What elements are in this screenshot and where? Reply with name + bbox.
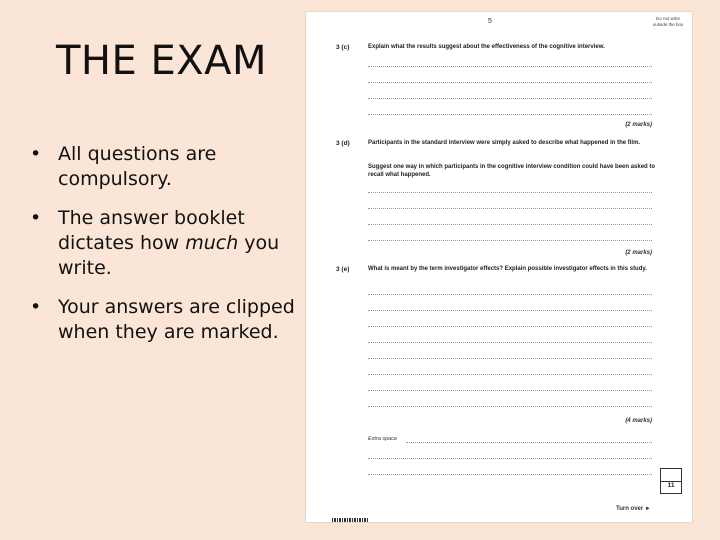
question-number: 3 (c) bbox=[336, 44, 350, 51]
answer-line bbox=[368, 374, 652, 375]
bullet-text-emphasis: much bbox=[185, 232, 239, 254]
answer-line bbox=[368, 82, 652, 83]
answer-line bbox=[368, 310, 652, 311]
score-value: 11 bbox=[667, 482, 675, 489]
answer-line bbox=[368, 208, 652, 209]
marks-label: (2 marks) bbox=[625, 250, 652, 256]
question-number: 3 (d) bbox=[336, 140, 350, 147]
bullet-icon: • bbox=[30, 143, 42, 165]
answer-line bbox=[368, 114, 652, 115]
answer-line bbox=[368, 358, 652, 359]
answer-line bbox=[368, 192, 652, 193]
bullet-text: Your answers are clipped when they are marked. bbox=[58, 296, 295, 343]
answer-line bbox=[368, 240, 652, 241]
extra-space-label: Extra space bbox=[368, 436, 398, 442]
answer-line bbox=[368, 98, 652, 99]
answer-line bbox=[406, 442, 652, 443]
marks-label: (2 marks) bbox=[625, 122, 652, 128]
bullet-item bbox=[30, 206, 300, 281]
question-text: What is meant by the term investigator effects? Explain possible investigator effects in this study. bbox=[368, 266, 647, 272]
bullet-item bbox=[30, 142, 300, 192]
question-text: Suggest one way in which participants in the cognitive interview condition could have been asked to recall what happened. bbox=[368, 164, 656, 178]
bullet-list bbox=[30, 142, 300, 359]
question-number: 3 (e) bbox=[336, 266, 350, 273]
marks-label: (4 marks) bbox=[625, 418, 652, 424]
score-box bbox=[660, 468, 682, 494]
bullet-icon: • bbox=[30, 207, 42, 229]
question-text: Participants in the standard interview were simply asked to describe what happened in the film. bbox=[368, 140, 641, 146]
bullet-icon: • bbox=[30, 296, 42, 318]
bullet-text-post: you write. bbox=[58, 232, 280, 279]
answer-line bbox=[368, 458, 652, 459]
page-number: 5 bbox=[488, 18, 492, 25]
question-text: Explain what the results suggest about the effectiveness of the cognitive interview. bbox=[368, 44, 605, 50]
slide-title: THE EXAM bbox=[56, 38, 268, 84]
bullet-item bbox=[30, 295, 300, 345]
answer-line bbox=[368, 406, 652, 407]
answer-line bbox=[368, 390, 652, 391]
turn-over-label: Turn over ► bbox=[616, 506, 651, 512]
bullet-text: All questions are compulsory. bbox=[58, 143, 217, 190]
answer-line bbox=[368, 342, 652, 343]
answer-line bbox=[368, 474, 652, 475]
answer-line bbox=[368, 224, 652, 225]
answer-line bbox=[368, 326, 652, 327]
answer-line bbox=[368, 66, 652, 67]
margin-note: Do not write outside the box bbox=[652, 16, 684, 27]
exam-page-image bbox=[306, 12, 692, 522]
answer-line bbox=[368, 294, 652, 295]
barcode bbox=[332, 518, 368, 522]
bullet-text-pre: The answer booklet dictates how bbox=[58, 207, 245, 254]
